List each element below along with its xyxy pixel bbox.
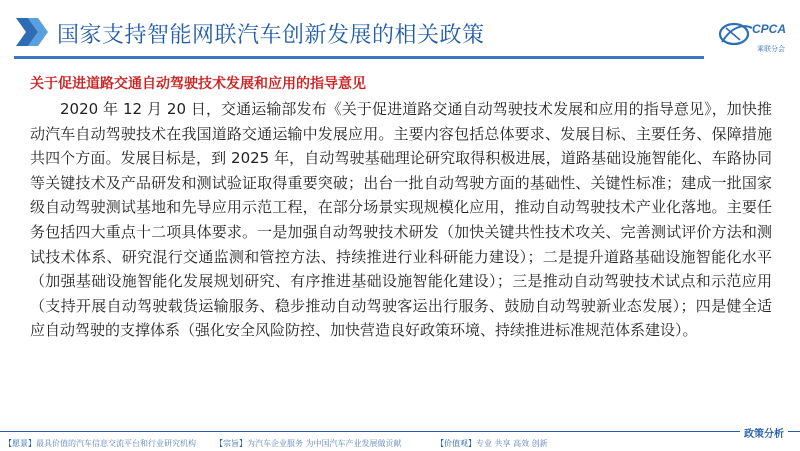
- logo-wordmark: CPCA: [752, 22, 787, 36]
- footer-vision: [4, 438, 196, 449]
- footer-divider: [0, 431, 800, 432]
- footer-vision-tag: 【愿景】: [4, 439, 36, 448]
- logo-caption: 乘联分会: [757, 45, 785, 53]
- footer-mission-tag: 【宗旨】: [215, 439, 247, 448]
- body-paragraph: 2020 年 12 月 20 日，交通运输部发布《关于促进道路交通自动驾驶技术发展和应用的指导意见》，加快推动汽车自动驾驶技术在我国道路交通运输中发展应用。主要内容包括总体要求、发展目标、主要任务、保障措施共四个方面。发展目标是，到 2025 年，自动驾驶基础理论研究取得积极进展，道路基础设施智能化、车路协同等关键技术及产品研发和测试验证取得重要突破；出台一批自动驾驶方面的基础性、关键性标准；建成一批国家级自动驾驶测试基地和先导应用示范工程，在部分场景实现规模化应用，推动自动驾驶技术产业化落地。主要任务包括四大重点十二项具体要求。一是加强自动驾驶技术研发（加快关键共性技术攻关、完善测试评价方法和测试技术体系、研究混行交通监测和管控方法、持续推进行业科研能力建设）；二是提升道路基础设施智能化水平（加强基础设施智能化发展规划研究、有序推进基础设施智能化建设）；三是推动自动驾驶技术试点和示范应用（支持开展自动驾驶载货运输服务、稳步推动自动驾驶客运出行服务、鼓励自动驾驶新业态发展）；四是健全适应自动驾驶的支撑体系（强化安全风险防控、加快营造良好政策环境、持续推进标准规范体系建设）。: [30, 100, 772, 340]
- footer-values-tag: 【价值观】: [436, 439, 476, 448]
- title-divider: [14, 56, 704, 59]
- footer-mission-text: 为汽车企业服务 为中国汽车产业发展做贡献: [247, 439, 402, 448]
- footer-mission: [215, 438, 402, 449]
- footer-values: [436, 438, 548, 449]
- section-title: 关于促进道路交通自动驾驶技术发展和应用的指导意见: [30, 76, 366, 92]
- chevron-right-icon: [14, 14, 50, 50]
- footer-values-text: 专业 共享 高效 创新: [476, 439, 548, 448]
- footer-bar: [0, 437, 800, 451]
- header: [0, 0, 800, 62]
- page-title: 国家支持智能网联汽车创新发展的相关政策: [57, 23, 485, 48]
- footer-section-label: 政策分析: [740, 425, 788, 440]
- footer-vision-text: 最具价值的汽车信息交流平台和行业研究机构: [36, 439, 196, 448]
